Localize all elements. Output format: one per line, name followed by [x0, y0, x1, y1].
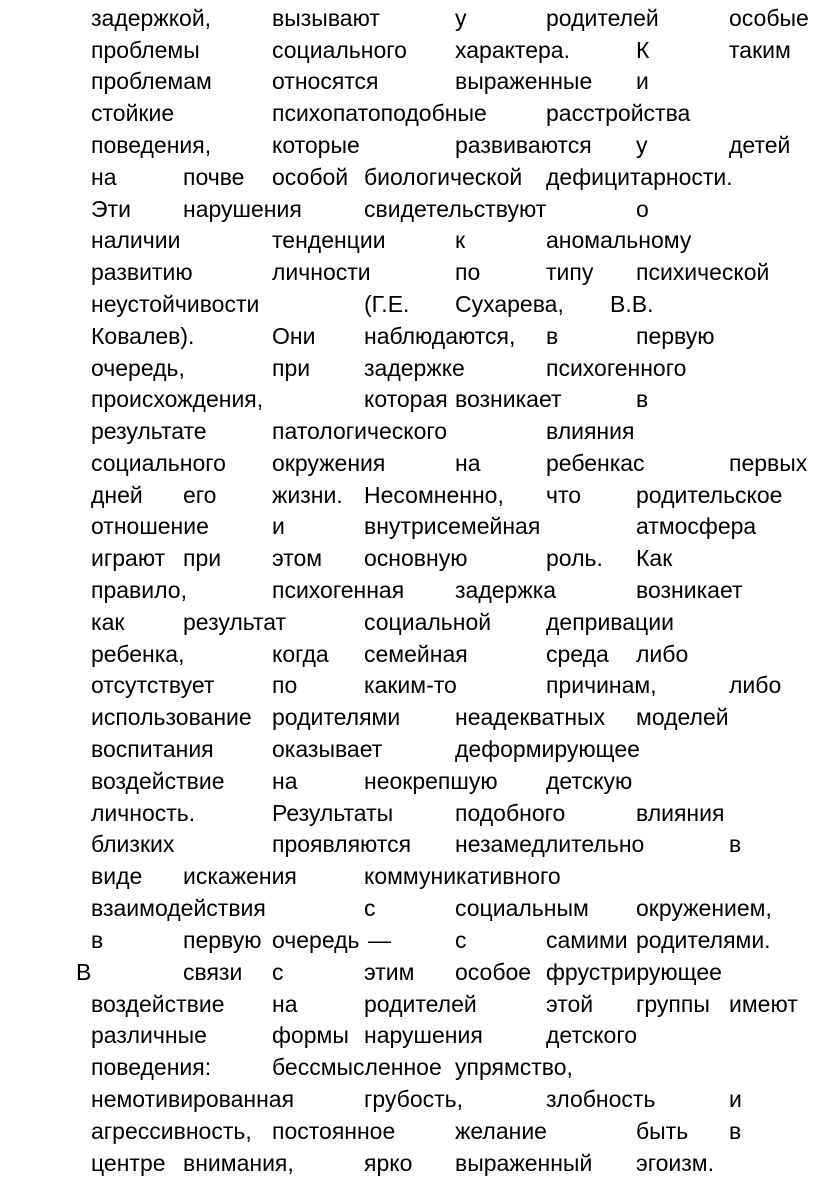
text-word: отношение	[91, 513, 209, 539]
text-word: желание	[455, 1118, 547, 1144]
text-line	[0, 1019, 816, 1051]
text-word: социального	[272, 37, 407, 63]
text-word: атмосфера	[636, 513, 757, 539]
text-word: каким-то	[364, 672, 457, 698]
text-word: формы	[272, 1022, 349, 1048]
text-word: особое	[455, 959, 532, 985]
text-word: его	[183, 482, 217, 508]
text-line	[0, 65, 816, 97]
text-word: первую	[183, 927, 262, 953]
text-word: социальной	[364, 609, 492, 635]
text-line	[0, 320, 816, 352]
text-word: задержка	[455, 577, 557, 603]
text-word: использование	[91, 704, 252, 730]
text-word: подобного	[455, 800, 566, 826]
text-word: выраженный	[455, 1150, 593, 1176]
text-word: детскую	[546, 768, 633, 794]
text-word: ребенка	[546, 450, 634, 476]
text-word: К	[636, 37, 650, 63]
text-word: В.В.	[610, 291, 654, 317]
text-line	[0, 97, 816, 129]
text-word: относятся	[272, 68, 379, 94]
text-line	[0, 34, 816, 66]
text-word: самими	[546, 927, 628, 953]
text-word: при	[272, 355, 311, 381]
text-word: развитию	[91, 259, 193, 285]
text-line	[0, 256, 816, 288]
text-line	[0, 2, 816, 34]
text-word: причинам,	[546, 672, 657, 698]
text-word: родителями.	[636, 927, 771, 953]
text-word: семейная	[364, 641, 468, 667]
text-word: и	[272, 513, 285, 539]
text-word: выраженные	[455, 68, 593, 94]
text-word: психогенная	[272, 577, 405, 603]
text-word: родителями	[272, 704, 401, 730]
text-word: либо	[729, 672, 782, 698]
text-word: немотивированная	[91, 1086, 295, 1112]
text-word: основную	[364, 545, 468, 571]
text-word: патологического	[272, 418, 448, 444]
text-word: виде	[91, 863, 143, 889]
text-word: первых	[729, 450, 808, 476]
text-line	[0, 161, 816, 193]
text-word: упрямство,	[455, 1054, 573, 1080]
text-word: как	[91, 609, 125, 635]
text-word: близких	[91, 831, 175, 857]
text-word: оказывает	[272, 736, 383, 762]
text-word: неокрепшую	[364, 768, 498, 794]
text-line	[0, 606, 816, 638]
text-word: в	[91, 927, 104, 953]
text-word: особой	[272, 164, 349, 190]
text-line	[0, 193, 816, 225]
text-word: психопатоподобные	[272, 100, 487, 126]
text-word: детского	[546, 1022, 638, 1048]
text-word: окружения	[272, 450, 386, 476]
text-line	[0, 129, 816, 161]
text-line	[0, 224, 816, 256]
text-line	[0, 574, 816, 606]
text-word: тенденции	[272, 227, 386, 253]
text-word: взаимодействия	[91, 895, 266, 921]
text-word: имеют	[729, 991, 798, 1017]
text-word: Сухарева,	[455, 291, 564, 317]
text-word: характера.	[455, 37, 570, 63]
text-word: стойкие	[91, 100, 175, 126]
text-word: злобность	[546, 1086, 656, 1112]
text-word: расстройства	[546, 100, 691, 126]
text-word: агрессивность,	[91, 1118, 252, 1144]
text-word: Несомненно,	[364, 482, 504, 508]
text-line	[0, 733, 816, 765]
text-line	[0, 288, 816, 320]
text-word: которые	[272, 132, 360, 158]
text-line	[0, 828, 816, 860]
text-word: таким	[729, 37, 791, 63]
text-word: у	[455, 5, 467, 31]
text-word: развиваются	[455, 132, 592, 158]
text-word: среда	[546, 641, 609, 667]
text-word: либо	[636, 641, 689, 667]
text-word: личность.	[91, 800, 196, 826]
text-word: эгоизм.	[636, 1150, 715, 1176]
text-word: вызывают	[272, 5, 380, 31]
text-word: нарушения	[183, 196, 302, 222]
text-word: которая	[364, 386, 448, 412]
text-line	[0, 924, 816, 956]
text-word: ребенка,	[91, 641, 185, 667]
text-line	[0, 669, 816, 701]
text-word: влияния	[636, 800, 725, 826]
text-word: с	[272, 959, 284, 985]
text-word: поведения:	[91, 1054, 212, 1080]
text-word: поведения,	[91, 132, 212, 158]
text-word: Как	[636, 545, 673, 571]
text-word: особые	[729, 5, 809, 31]
text-word: наблюдаются,	[364, 323, 516, 349]
text-line	[0, 1083, 816, 1115]
text-word: очередь	[272, 927, 360, 953]
text-word: коммуникативного	[364, 863, 561, 889]
text-word: на	[272, 991, 298, 1017]
text-word: личности	[272, 259, 371, 285]
text-word: дней	[91, 482, 143, 508]
text-word: постоянное	[272, 1118, 396, 1144]
text-word: играют	[91, 545, 166, 571]
text-word: на	[272, 768, 298, 794]
text-line	[0, 1147, 816, 1179]
text-word: в	[636, 386, 649, 412]
text-word: результат	[183, 609, 287, 635]
text-word: этим	[364, 959, 415, 985]
text-word: внимания,	[183, 1150, 294, 1176]
text-word: неустойчивости	[91, 291, 260, 317]
text-word: родителей	[546, 5, 659, 31]
text-word: бессмысленное	[272, 1054, 442, 1080]
text-word: у	[636, 132, 648, 158]
text-word: возникает	[636, 577, 743, 603]
text-line	[0, 415, 816, 447]
text-word: внутрисемейная	[364, 513, 541, 539]
text-word: и	[729, 1086, 742, 1112]
text-word: воспитания	[91, 736, 214, 762]
text-word: фрустрирующее	[546, 959, 722, 985]
text-word: воздействие	[91, 768, 225, 794]
text-word: различные	[91, 1022, 207, 1048]
text-word: социального	[91, 450, 226, 476]
text-word: Эти	[91, 196, 131, 222]
text-line	[0, 383, 816, 415]
text-word: этой	[546, 991, 594, 1017]
text-word: окружением,	[636, 895, 772, 921]
text-word: влияния	[546, 418, 635, 444]
text-word: задержкой,	[91, 5, 212, 31]
text-word: происхождения,	[91, 386, 264, 412]
text-word: первую	[636, 323, 715, 349]
text-word: родителей	[364, 991, 477, 1017]
text-line	[0, 638, 816, 670]
text-word: к	[455, 227, 466, 253]
text-line	[0, 860, 816, 892]
text-word: при	[183, 545, 222, 571]
text-word: биологической	[364, 164, 523, 190]
text-word: родительское	[636, 482, 783, 508]
text-word: когда	[272, 641, 329, 667]
text-line	[0, 765, 816, 797]
text-line	[0, 701, 816, 733]
text-line	[0, 956, 816, 988]
text-word: жизни.	[272, 482, 343, 508]
text-line	[0, 988, 816, 1020]
text-word: группы	[636, 991, 710, 1017]
text-word: аномальному	[546, 227, 692, 253]
text-word: типу	[546, 259, 594, 285]
text-word: Ковалев).	[91, 323, 195, 349]
text-word: очередь,	[91, 355, 185, 381]
text-word: результате	[91, 418, 207, 444]
text-word: —	[368, 927, 391, 953]
text-word: с	[633, 450, 645, 476]
text-word: Они	[272, 323, 316, 349]
text-word: проблемы	[91, 37, 200, 63]
text-line	[0, 447, 816, 479]
text-line	[0, 510, 816, 542]
text-word: искажения	[183, 863, 297, 889]
text-word: неадекватных	[455, 704, 606, 730]
text-word: наличии	[91, 227, 181, 253]
text-word: Результаты	[272, 800, 394, 826]
text-word: что	[546, 482, 582, 508]
text-word: быть	[636, 1118, 689, 1144]
text-word: почве	[183, 164, 245, 190]
text-word: по	[272, 672, 298, 698]
text-word: социальным	[455, 895, 589, 921]
text-word: незамедлительно	[455, 831, 645, 857]
text-word: проблемам	[91, 68, 212, 94]
text-word: моделей	[636, 704, 729, 730]
text-line	[0, 797, 816, 829]
text-word: нарушения	[364, 1022, 483, 1048]
text-line	[0, 542, 816, 574]
text-line	[0, 1115, 816, 1147]
text-word: свидетельствуют	[364, 196, 547, 222]
text-word: деформирующее	[455, 736, 640, 762]
text-word: с	[455, 927, 467, 953]
text-word: в	[729, 831, 742, 857]
text-word: правило,	[91, 577, 187, 603]
text-word: депривации	[546, 609, 674, 635]
text-word: возникает	[455, 386, 562, 412]
text-line	[0, 479, 816, 511]
text-word: связи	[183, 959, 243, 985]
text-line	[0, 1051, 816, 1083]
text-word: по	[455, 259, 481, 285]
text-word: в	[546, 323, 559, 349]
text-word: задержке	[364, 355, 465, 381]
text-word: проявляются	[272, 831, 412, 857]
text-word: о	[636, 196, 649, 222]
text-word: роль.	[546, 545, 603, 571]
text-word: дефицитарности.	[546, 164, 733, 190]
text-word: В	[76, 959, 92, 985]
text-line	[0, 352, 816, 384]
text-word: психической	[636, 259, 770, 285]
text-line	[0, 892, 816, 924]
text-word: воздействие	[91, 991, 225, 1017]
text-word: этом	[272, 545, 323, 571]
text-word: на	[455, 450, 481, 476]
text-word: (Г.Е.	[364, 291, 410, 317]
text-word: отсутствует	[91, 672, 215, 698]
text-word: на	[91, 164, 117, 190]
text-word: детей	[729, 132, 791, 158]
text-word: центре	[91, 1150, 166, 1176]
text-word: с	[364, 895, 376, 921]
text-word: ярко	[364, 1150, 413, 1176]
text-word: в	[729, 1118, 742, 1144]
text-word: и	[636, 68, 649, 94]
text-word: психогенного	[546, 355, 687, 381]
text-word: грубость,	[364, 1086, 464, 1112]
